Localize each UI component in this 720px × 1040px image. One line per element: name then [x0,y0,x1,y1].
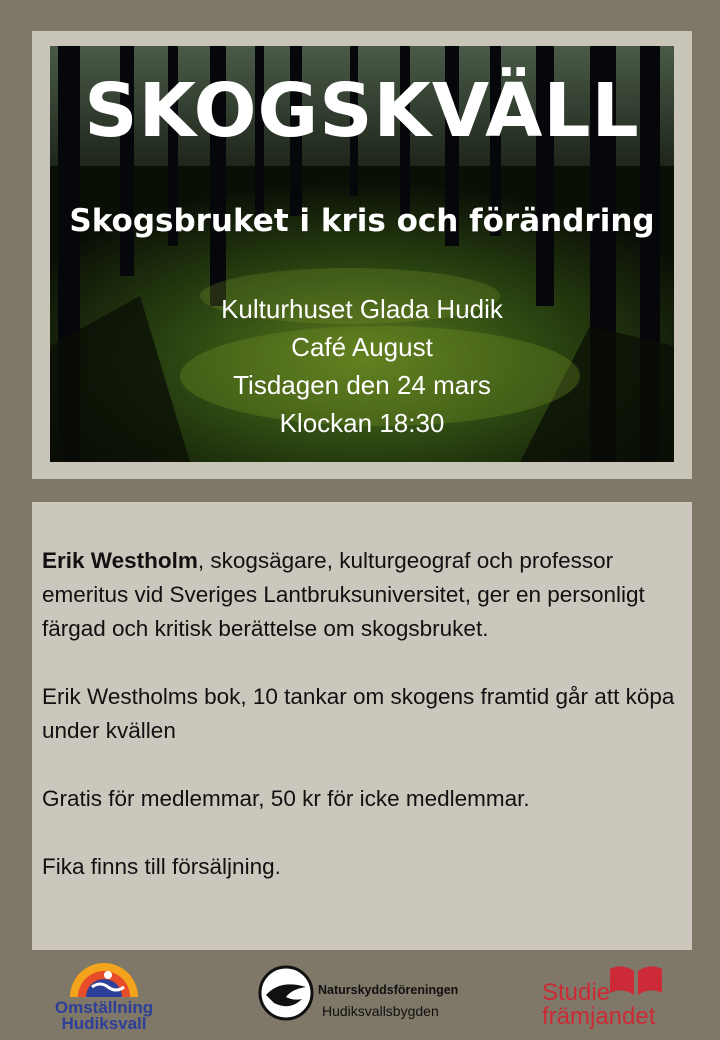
time-text: Klockan 18:30 [279,408,445,438]
event-details [50,290,674,442]
book-paragraph: Erik Westholms bok, 10 tankar om skogens framtid går att köpa under kvällen [42,684,675,743]
open-book-icon [606,963,666,997]
naturskyddsforeningen-logo [258,963,478,1027]
header-frame [32,31,692,479]
omstallning-line1: Omställning [54,998,154,1017]
speaker-description: , skogsägare, kulturgeograf och professor emeritus vid Sveriges Lantbruksuniversitet, ger en personligt färgad och kritisk berättelse om skogsbruket. [42,548,645,641]
place-text: Café August [291,332,433,362]
omstallning-line2: Hudiksvall [61,1014,147,1033]
naturskydd-line2: Hudiksvallsbygden [322,1003,439,1019]
naturskydd-line1: Naturskyddsföreningen [318,983,459,997]
omstallning-hudiksvall-logo [52,957,156,1035]
fika-paragraph: Fika finns till försäljning. [42,854,281,879]
speaker-name: Erik Westholm [42,548,198,573]
event-title: SKOGSKVÄLL [84,68,640,154]
description-panel [32,502,692,950]
sun-waves-icon [52,957,156,1001]
sponsor-logos [0,955,720,1040]
date-text: Tisdagen den 24 mars [233,370,491,400]
studiefraemjandet-logo [540,963,670,1033]
description-text [42,544,682,918]
studie-line1: Studie [542,979,611,1006]
studie-line2: främjandet [542,1003,656,1030]
bird-icon [258,965,314,1021]
event-subtitle: Skogsbruket i kris och förändring [69,203,655,239]
price-paragraph: Gratis för medlemmar, 50 kr för icke medlemmar. [42,786,530,811]
venue-text: Kulturhuset Glada Hudik [221,294,503,324]
speaker-paragraph [42,544,682,646]
forest-photo [50,46,674,462]
